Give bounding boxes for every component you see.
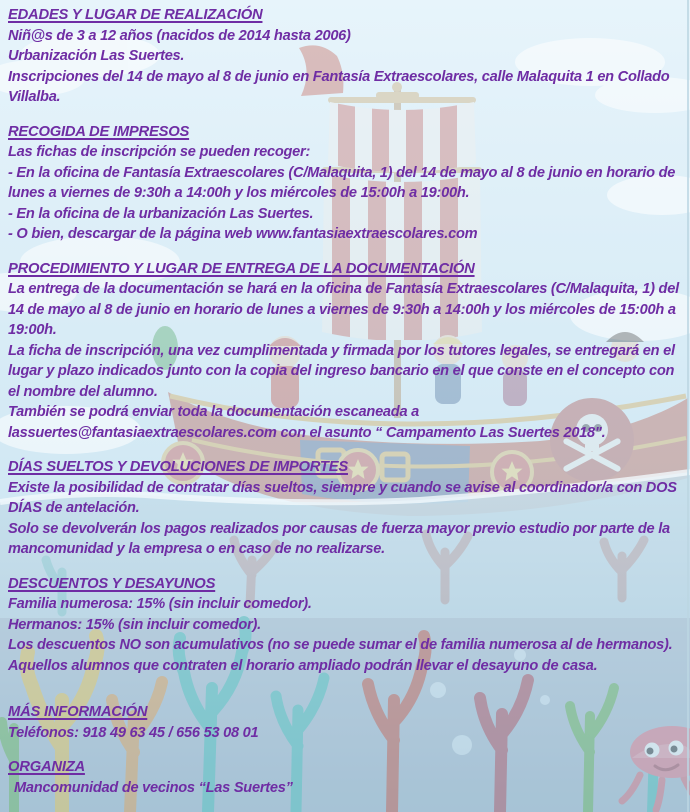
page-edge-line bbox=[687, 0, 689, 812]
body-line: La ficha de inscripción, una vez cumplimentada y firmada por los tutores legales, se entregará en el lugar y plazo indicados junto con la copia del ingreso bancario en el que conste en el concepto con el nombre del alumno. bbox=[8, 342, 675, 400]
body-line: Aquellos alumnos que contraten el horario ampliado podrán llevar el desayuno de casa. bbox=[8, 657, 598, 674]
section-heading: MÁS INFORMACIÓN bbox=[8, 704, 148, 720]
section-heading: EDADES Y LUGAR DE REALIZACIÓN bbox=[8, 7, 263, 23]
section-heading: RECOGIDA DE IMPRESOS bbox=[8, 123, 190, 140]
body-line: Hermanos: 15% (sin incluir comedor). bbox=[8, 616, 261, 633]
section-descuentos bbox=[8, 574, 686, 677]
body-line: Las fichas de inscripción se pueden recoger: bbox=[8, 144, 311, 160]
flyer-text-content bbox=[8, 5, 686, 798]
body-line: Niñ@s de 3 a 12 años (nacidos de 2014 hasta 2006) bbox=[8, 27, 351, 44]
section-mas-informacion bbox=[8, 702, 686, 743]
body-line: - En la oficina de la urbanización Las Suertes. bbox=[8, 205, 314, 222]
section-organiza bbox=[8, 757, 686, 798]
section-edades bbox=[8, 5, 686, 108]
body-line: Familia numerosa: 15% (sin incluir comedor). bbox=[8, 596, 312, 612]
organizer-line: Mancomunidad de vecinos “Las Suertes” bbox=[14, 779, 293, 796]
body-line: La entrega de la documentación se hará en la oficina de Fantasía Extraescolares (C/Malaquita, 1) del 14 de mayo al 8 de junio en horario de lunes a viernes de 9:30h a 14:00h y los miércoles de 15:00h a 19:00h. bbox=[8, 281, 679, 338]
section-heading: ORGANIZA bbox=[8, 759, 85, 775]
body-line: Urbanización Las Suertes. bbox=[8, 48, 185, 64]
body-line email-line: También se podrá enviar toda la documentación escaneada a lassuertes@fantasiaextraescolares.com con el asunto “ Campamento Las Suertes 2018". bbox=[8, 404, 606, 441]
section-procedimiento bbox=[8, 259, 686, 444]
body-line: - En la oficina de Fantasía Extraescolares (C/Malaquita, 1) del 14 de mayo al 8 de junio en horario de lunes a viernes de 9:30h a 14:00h y los miércoles de 15:00h a 19:00h. bbox=[8, 164, 676, 201]
body-line: Existe la posibilidad de contratar días sueltos, siempre y cuando se avise al coordinador/a con DOS DÍAS de antelación. bbox=[8, 479, 677, 516]
section-heading: DESCUENTOS Y DESAYUNOS bbox=[8, 575, 216, 592]
section-dias-sueltos bbox=[8, 457, 686, 560]
body-line: Inscripciones del 14 de mayo al 8 de junio en Fantasía Extraescolares, calle Malaquita 1 en Collado Villalba. bbox=[8, 68, 670, 105]
section-heading: DÍAS SUELTOS Y DEVOLUCIONES DE IMPORTES bbox=[8, 459, 348, 475]
body-line: Solo se devolverán los pagos realizados por causas de fuerza mayor previo estudio por parte de la mancomunidad y la empresa o en caso de no realizarse. bbox=[8, 520, 670, 557]
section-recogida bbox=[8, 122, 686, 245]
phones-line: Teléfonos: 918 49 63 45 / 656 53 08 01 bbox=[8, 724, 259, 741]
body-line: Los descuentos NO son acumulativos (no se puede sumar el de familia numerosa al de hermanos). bbox=[8, 637, 673, 653]
section-heading: PROCEDIMIENTO Y LUGAR DE ENTREGA DE LA DOCUMENTACIÓN bbox=[8, 260, 475, 277]
body-line website-line: - O bien, descargar de la página web www.fantasiaextraescolares.com bbox=[8, 226, 478, 242]
